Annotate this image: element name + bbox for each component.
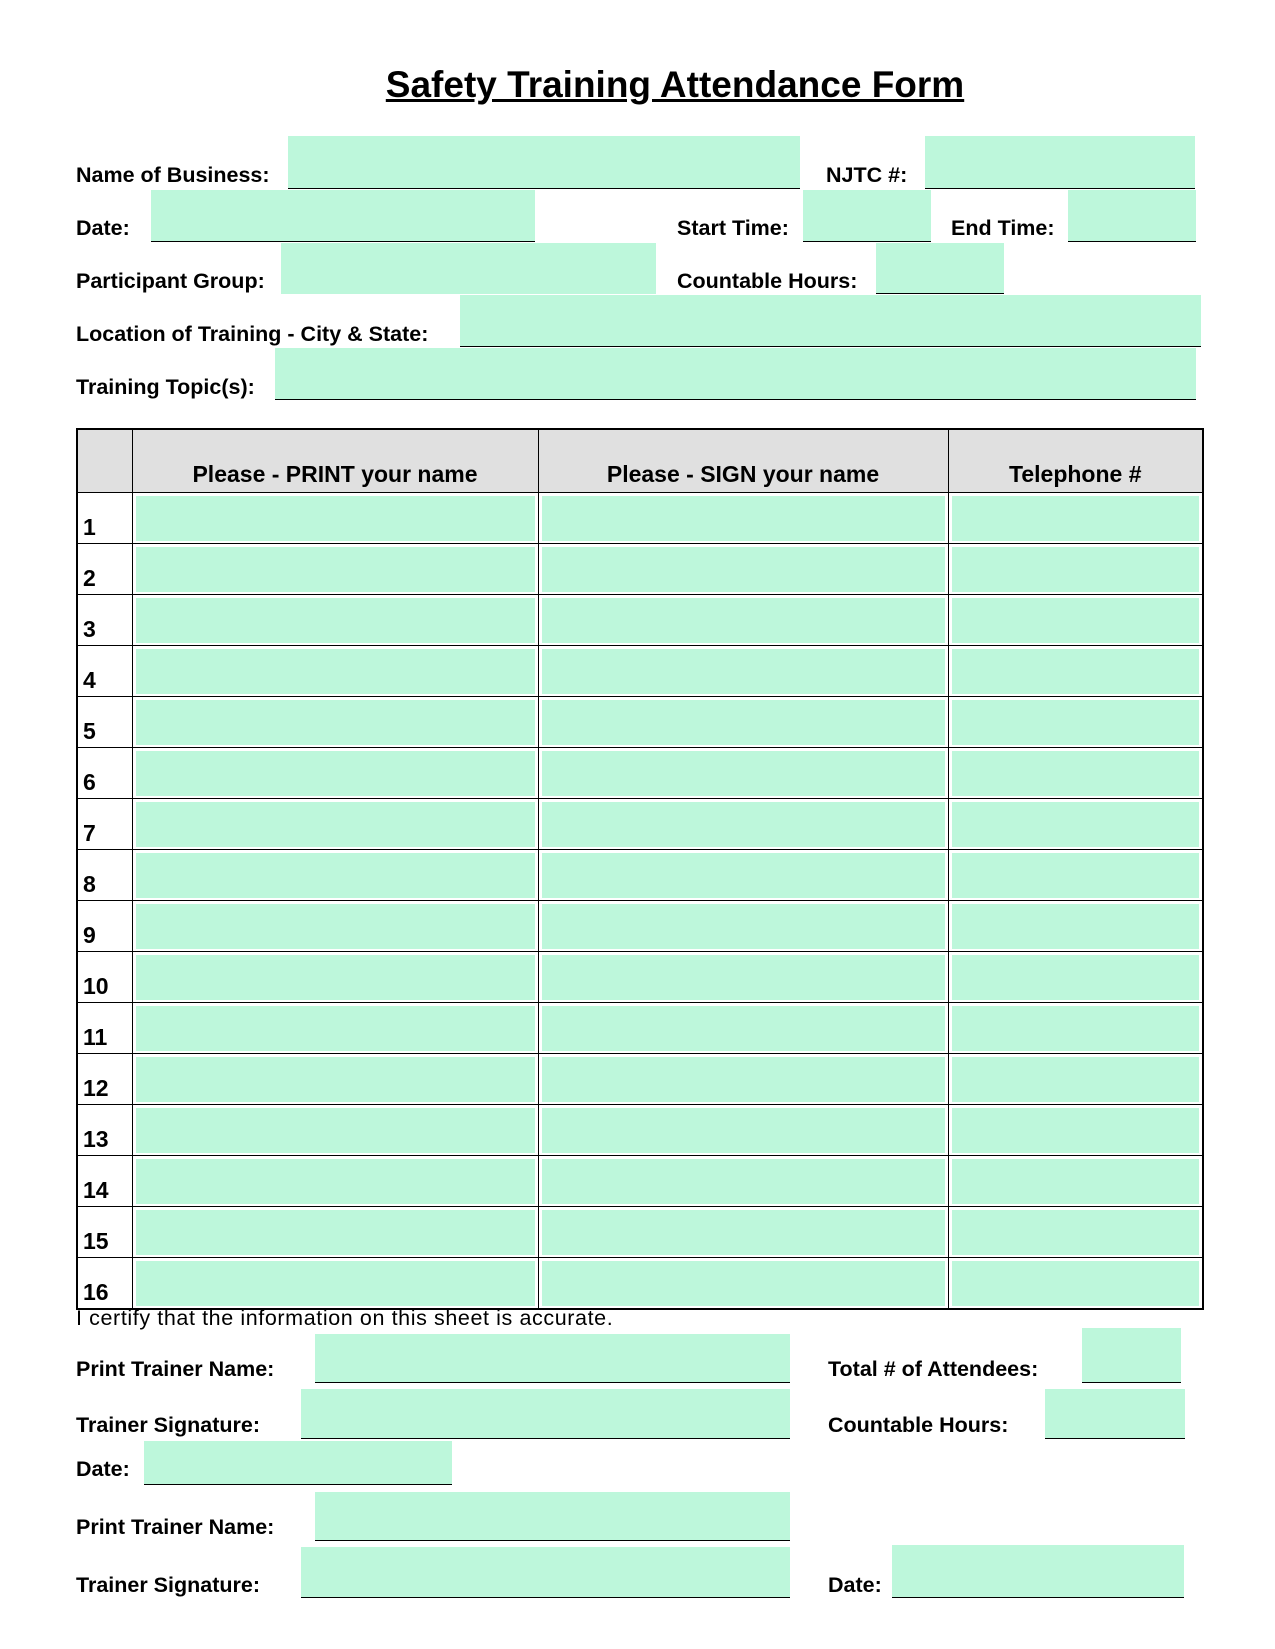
location-field[interactable]	[460, 295, 1201, 347]
telephone-cell[interactable]	[952, 1210, 1200, 1255]
print-name-cell[interactable]	[136, 496, 535, 541]
signature-cell-container	[538, 1054, 948, 1105]
print-name-cell[interactable]	[136, 547, 535, 592]
print-name-cell-container	[132, 595, 538, 646]
location-label: Location of Training - City & State:	[76, 322, 429, 346]
table-row	[77, 1105, 1203, 1156]
date-label: Date:	[76, 216, 130, 240]
table-row	[77, 697, 1203, 748]
print-name-cell[interactable]	[136, 700, 535, 745]
telephone-cell[interactable]	[952, 1159, 1200, 1204]
signature-cell-container	[538, 799, 948, 850]
table-row	[77, 1054, 1203, 1105]
telephone-cell[interactable]	[952, 1108, 1200, 1153]
certify-statement: I certify that the information on this sheet is accurate.	[76, 1306, 614, 1330]
telephone-cell-container	[948, 646, 1203, 697]
end-time-field[interactable]	[1068, 190, 1196, 242]
date-2-label: Date:	[828, 1573, 882, 1597]
row-number: 4	[77, 646, 132, 697]
row-number: 2	[77, 544, 132, 595]
signature-cell[interactable]	[542, 1159, 945, 1204]
print-name-cell[interactable]	[136, 1108, 535, 1153]
print-name-cell-container	[132, 1156, 538, 1207]
signature-cell[interactable]	[542, 751, 945, 796]
signature-cell[interactable]	[542, 649, 945, 694]
print-name-cell-container	[132, 850, 538, 901]
signature-cell-container	[538, 1003, 948, 1054]
table-row	[77, 595, 1203, 646]
print-name-header: Please - PRINT your name	[132, 429, 538, 493]
row-number-header	[77, 429, 132, 493]
signature-cell[interactable]	[542, 1057, 945, 1102]
signature-cell-container	[538, 493, 948, 544]
telephone-cell-container	[948, 901, 1203, 952]
print-name-cell-container	[132, 646, 538, 697]
table-row	[77, 901, 1203, 952]
signature-cell[interactable]	[542, 853, 945, 898]
print-name-cell-container	[132, 799, 538, 850]
print-name-cell[interactable]	[136, 1057, 535, 1102]
date-field[interactable]	[151, 190, 535, 242]
signature-cell-container	[538, 544, 948, 595]
print-trainer-name-2-label: Print Trainer Name:	[76, 1515, 275, 1539]
telephone-cell-container	[948, 493, 1203, 544]
start-time-field[interactable]	[803, 190, 931, 242]
date-2-field[interactable]	[892, 1545, 1184, 1598]
signature-cell[interactable]	[542, 700, 945, 745]
table-row	[77, 1156, 1203, 1207]
print-trainer-name-field[interactable]	[315, 1334, 790, 1383]
trainer-signature-label: Trainer Signature:	[76, 1413, 260, 1437]
row-number: 3	[77, 595, 132, 646]
row-number: 1	[77, 493, 132, 544]
telephone-cell-container	[948, 595, 1203, 646]
row-number: 11	[77, 1003, 132, 1054]
signature-cell-container	[538, 646, 948, 697]
signature-cell[interactable]	[542, 547, 945, 592]
end-time-label: End Time:	[951, 216, 1055, 240]
print-trainer-name-2-field[interactable]	[315, 1492, 790, 1541]
row-number: 15	[77, 1207, 132, 1258]
table-row	[77, 799, 1203, 850]
print-name-cell-container	[132, 493, 538, 544]
footer-countable-hours-field[interactable]	[1045, 1389, 1185, 1439]
print-name-cell[interactable]	[136, 1159, 535, 1204]
telephone-cell-container	[948, 952, 1203, 1003]
telephone-cell-container	[948, 1105, 1203, 1156]
trainer-date-label: Date:	[76, 1457, 130, 1481]
telephone-cell[interactable]	[952, 802, 1200, 847]
signature-cell-container	[538, 1258, 948, 1310]
signature-cell-container	[538, 1105, 948, 1156]
print-name-cell[interactable]	[136, 751, 535, 796]
telephone-cell[interactable]	[952, 751, 1200, 796]
row-number: 14	[77, 1156, 132, 1207]
table-row	[77, 493, 1203, 544]
countable-hours-field[interactable]	[876, 243, 1004, 294]
table-row	[77, 1207, 1203, 1258]
signature-cell-container	[538, 1207, 948, 1258]
print-name-cell-container	[132, 901, 538, 952]
trainer-signature-2-field[interactable]	[301, 1547, 790, 1598]
row-number: 12	[77, 1054, 132, 1105]
start-time-label: Start Time:	[677, 216, 789, 240]
total-attendees-label: Total # of Attendees:	[828, 1357, 1039, 1381]
row-number: 10	[77, 952, 132, 1003]
telephone-cell[interactable]	[952, 1057, 1200, 1102]
signature-cell-container	[538, 595, 948, 646]
signature-cell-container	[538, 952, 948, 1003]
print-name-cell[interactable]	[136, 1006, 535, 1051]
total-attendees-field[interactable]	[1082, 1328, 1181, 1383]
print-name-cell[interactable]	[136, 802, 535, 847]
row-number: 8	[77, 850, 132, 901]
signature-cell[interactable]	[542, 955, 945, 1000]
table-row	[77, 850, 1203, 901]
print-name-cell-container	[132, 1207, 538, 1258]
table-row	[77, 1258, 1203, 1310]
telephone-cell-container	[948, 1156, 1203, 1207]
telephone-cell-container	[948, 1207, 1203, 1258]
njtc-label: NJTC #:	[826, 163, 908, 187]
attendance-table	[76, 428, 1204, 1310]
telephone-cell-container	[948, 1054, 1203, 1105]
print-name-cell[interactable]	[136, 649, 535, 694]
business-name-field[interactable]	[288, 136, 800, 189]
sign-name-header: Please - SIGN your name	[538, 429, 948, 493]
signature-cell[interactable]	[542, 802, 945, 847]
participant-group-label: Participant Group:	[76, 269, 265, 293]
trainer-signature-2-label: Trainer Signature:	[76, 1573, 260, 1597]
signature-cell[interactable]	[542, 1006, 945, 1051]
telephone-cell[interactable]	[952, 955, 1200, 1000]
telephone-cell-container	[948, 850, 1203, 901]
signature-cell-container	[538, 748, 948, 799]
njtc-field[interactable]	[925, 136, 1195, 189]
telephone-header: Telephone #	[948, 429, 1203, 493]
training-topics-field[interactable]	[275, 348, 1196, 400]
signature-cell-container	[538, 901, 948, 952]
table-header-row	[77, 429, 1203, 493]
telephone-cell-container	[948, 697, 1203, 748]
print-name-cell-container	[132, 1258, 538, 1310]
signature-cell-container	[538, 1156, 948, 1207]
telephone-cell-container	[948, 1003, 1203, 1054]
signature-cell[interactable]	[542, 1108, 945, 1153]
telephone-cell-container	[948, 799, 1203, 850]
print-trainer-name-label: Print Trainer Name:	[76, 1357, 275, 1381]
row-number: 13	[77, 1105, 132, 1156]
countable-hours-label: Countable Hours:	[677, 269, 858, 293]
print-name-cell[interactable]	[136, 955, 535, 1000]
print-name-cell[interactable]	[136, 1261, 535, 1306]
telephone-cell[interactable]	[952, 547, 1200, 592]
print-name-cell[interactable]	[136, 598, 535, 643]
print-name-cell-container	[132, 1054, 538, 1105]
table-row	[77, 952, 1203, 1003]
table-row	[77, 748, 1203, 799]
telephone-cell[interactable]	[952, 1261, 1200, 1306]
telephone-cell[interactable]	[952, 700, 1200, 745]
telephone-cell-container	[948, 544, 1203, 595]
telephone-cell[interactable]	[952, 904, 1200, 949]
training-topics-label: Training Topic(s):	[76, 375, 255, 399]
row-number: 7	[77, 799, 132, 850]
telephone-cell[interactable]	[952, 853, 1200, 898]
print-name-cell[interactable]	[136, 904, 535, 949]
table-row	[77, 1003, 1203, 1054]
row-number: 9	[77, 901, 132, 952]
row-number: 16	[77, 1258, 132, 1310]
print-name-cell-container	[132, 697, 538, 748]
trainer-date-field[interactable]	[144, 1441, 452, 1485]
table-row	[77, 544, 1203, 595]
telephone-cell[interactable]	[952, 1006, 1200, 1051]
signature-cell-container	[538, 697, 948, 748]
print-name-cell[interactable]	[136, 1210, 535, 1255]
footer-countable-hours-label: Countable Hours:	[828, 1413, 1009, 1437]
row-number: 5	[77, 697, 132, 748]
trainer-signature-field[interactable]	[301, 1389, 790, 1439]
signature-cell-container	[538, 850, 948, 901]
signature-cell[interactable]	[542, 496, 945, 541]
signature-cell[interactable]	[542, 1210, 945, 1255]
telephone-cell[interactable]	[952, 649, 1200, 694]
print-name-cell-container	[132, 544, 538, 595]
signature-cell[interactable]	[542, 1261, 945, 1306]
telephone-cell[interactable]	[952, 496, 1200, 541]
print-name-cell-container	[132, 952, 538, 1003]
telephone-cell-container	[948, 748, 1203, 799]
participant-group-field[interactable]	[281, 243, 656, 294]
print-name-cell[interactable]	[136, 853, 535, 898]
telephone-cell[interactable]	[952, 598, 1200, 643]
signature-cell[interactable]	[542, 598, 945, 643]
row-number: 6	[77, 748, 132, 799]
print-name-cell-container	[132, 1105, 538, 1156]
signature-cell[interactable]	[542, 904, 945, 949]
print-name-cell-container	[132, 1003, 538, 1054]
table-row	[77, 646, 1203, 697]
telephone-cell-container	[948, 1258, 1203, 1310]
print-name-cell-container	[132, 748, 538, 799]
business-name-label: Name of Business:	[76, 163, 270, 187]
form-title: Safety Training Attendance Form	[385, 64, 965, 105]
